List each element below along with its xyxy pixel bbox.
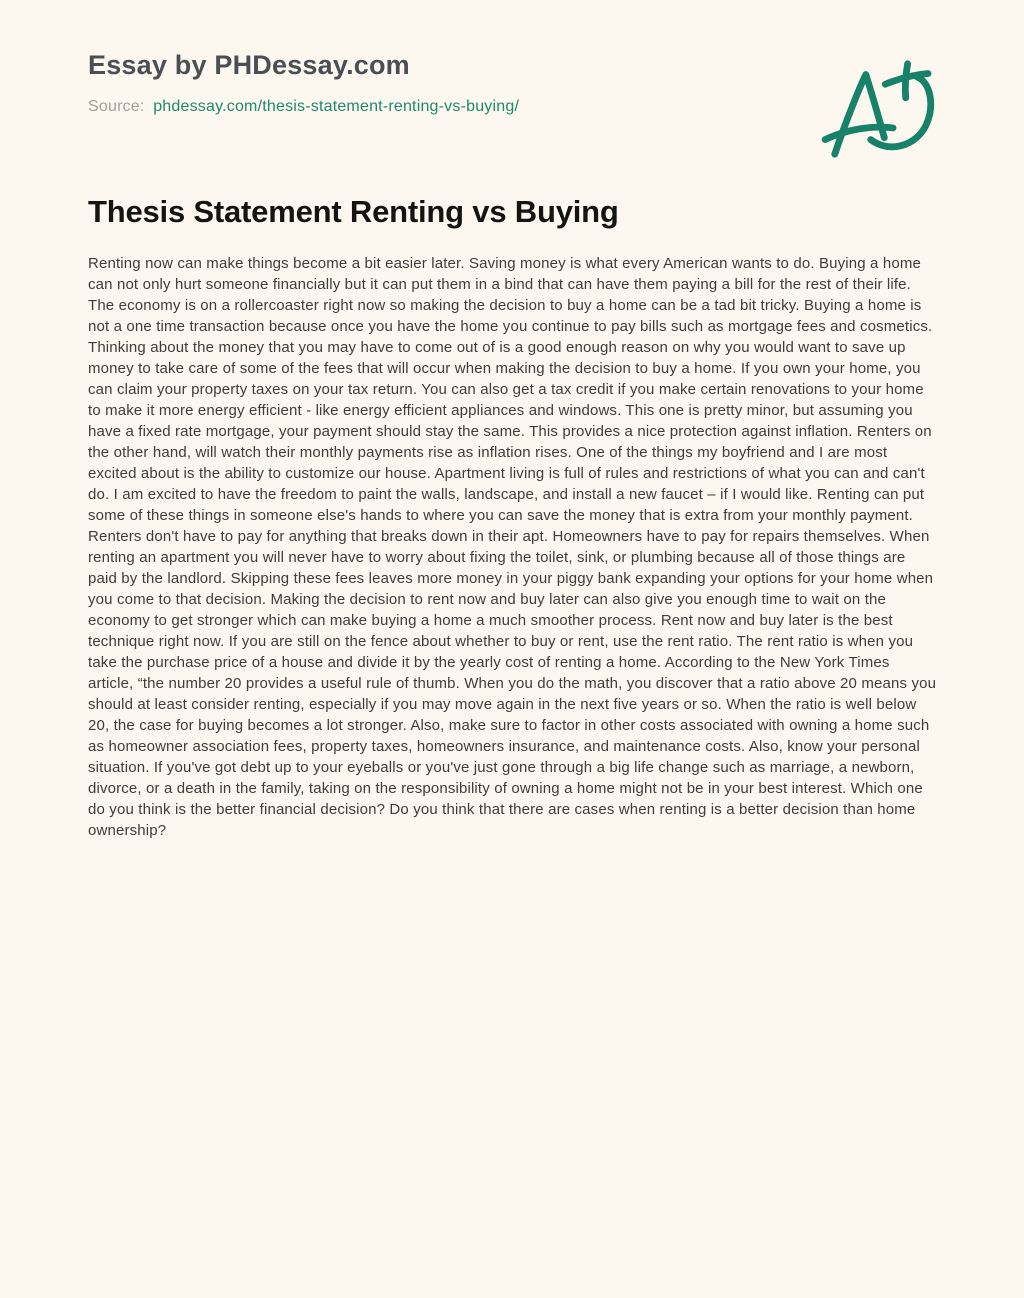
essay-title: Thesis Statement Renting vs Buying [88, 194, 619, 229]
page-header [88, 50, 937, 116]
a-plus-logo-icon [821, 58, 935, 160]
source-link[interactable]: phdessay.com/thesis-statement-renting-vs-buying/ [153, 98, 520, 115]
site-header-title: Essay by PHDessay.com [88, 50, 410, 80]
essay-body-paragraph: Renting now can make things become a bit easier later. Saving money is what every American wants to do. Buying a home can not only hurt someone financially but it can put them in a bind that can have them paying a bill for the rest of their life. The economy is on a rollercoaster right now so making the decision to buy a home can be a tad bit tricky. Buying a home is not a one time transaction because once you have the home you continue to pay bills such as mortgage fees and cosmetics. Thinking about the money that you may have to come out of is a good enough reason on why you would want to save up money to take care of some of the fees that will occur when making the decision to buy a home. If you own your home, you can claim your property taxes on your tax return. You can also get a tax credit if you make certain renovations to your home to make it more energy efficient - like energy efficient appliances and windows. This one is pretty minor, but assuming you have a fixed rate mortgage, your payment should stay the same. This provides a nice protection against inflation. Renters on the other hand, will watch their monthly payments rise as inflation rises. One of the things my boyfriend and I are most excited about is the ability to customize our house. Apartment living is full of rules and restrictions of what you can and can't do. I am excited to have the freedom to paint the walls, landscape, and install a new faucet – if I would like. Renting can put some of these things in someone else's hands to where you can save the money that is extra from your monthly payment. Renters don't have to pay for anything that breaks down in their apt. Homeowners have to pay for repairs themselves. When renting an apartment you will never have to worry about fixing the toilet, sink, or plumbing because all of those things are paid by the landlord. Skipping these fees leaves more money in your piggy bank expanding your options for your home when you come to that decision. Making the decision to rent now and buy later can also give you enough time to wait on the economy to get stronger which can make buying a home a much smoother process. Rent now and buy later is the best technique right now. If you are still on the fence about whether to buy or rent, use the rent ratio. The rent ratio is when you take the purchase price of a house and divide it by the yearly cost of renting a home. According to the New York Times article, “the number 20 provides a useful rule of thumb. When you do the math, you discover that a ratio above 20 means you should at least consider renting, especially if you may move again in the next five years or so. When the ratio is well below 20, the case for buying becomes a lot stronger. Also, make sure to factor in other costs associated with owning a home such as homeowner association fees, property taxes, homeowners insurance, and maintenance costs. Also, know your personal situation. If you've got debt up to your eyeballs or you've just gone through a big life change such as marriage, a newborn, divorce, or a death in the family, taking on the responsibility of owning a home might not be in your best interest. Which one do you think is the better financial decision? Do you think that there are cases when renting is a better decision than home ownership? [88, 255, 937, 839]
source-label: Source: [88, 98, 145, 115]
essay-content [88, 194, 937, 841]
source-line [88, 97, 937, 116]
